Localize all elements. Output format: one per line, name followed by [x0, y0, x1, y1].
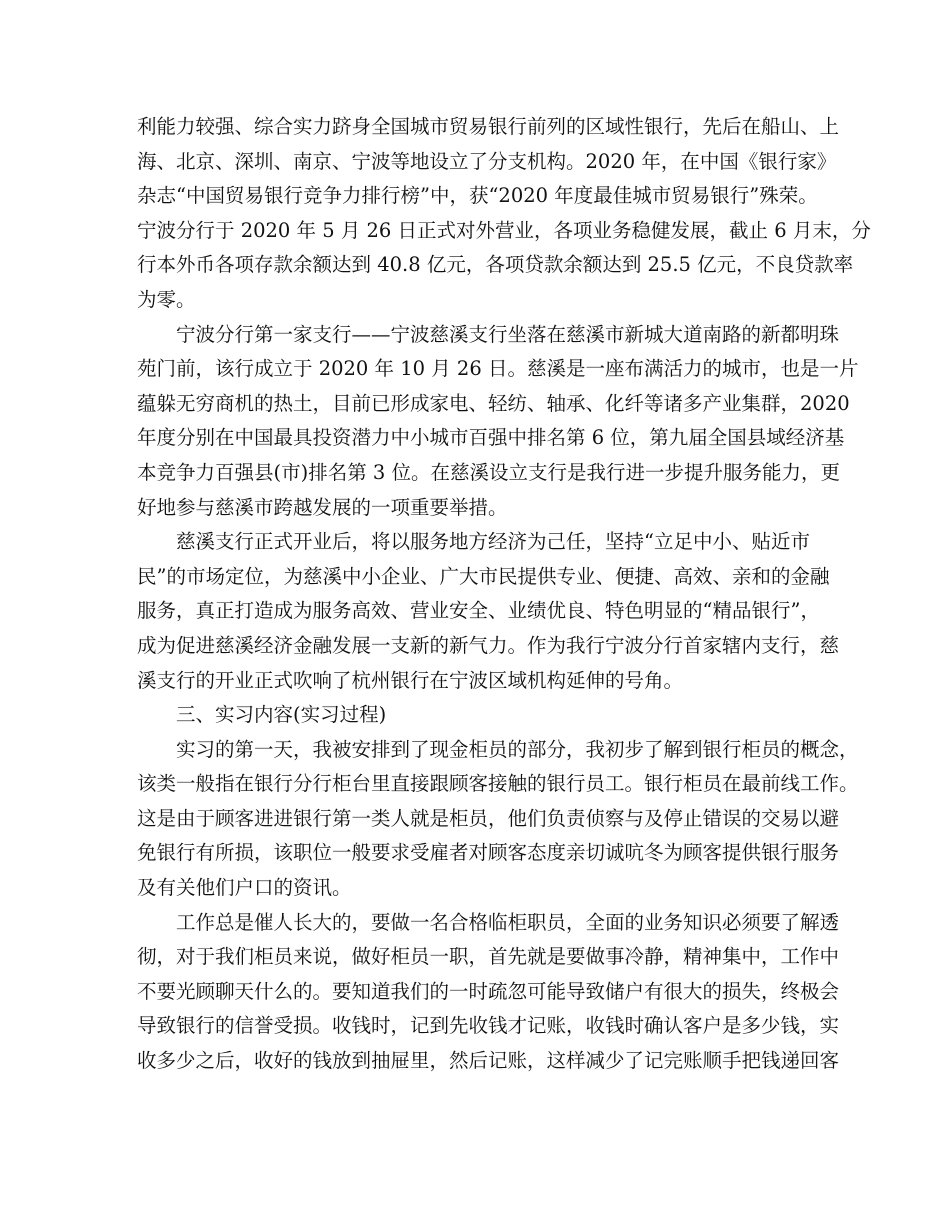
text-line: 彻，对于我们柜员来说，做好柜员一职，首先就是要做事冷静，精神集中，工作中	[137, 945, 840, 969]
text-line: 本竞争力百强县(市)排名第 3 位。在慈溪设立支行是我行进一步提升服务能力，更	[137, 460, 841, 484]
text-line: 苑门前，该行成立于 2020 年 10 月 26 日。慈溪是一座布满活力的城市，也是一片	[137, 357, 859, 381]
text-line: 免银行有所损，该职位一般要求受雇者对顾客态度亲切诚吭冬为顾客提供银行服务	[137, 841, 840, 865]
text-line: 该类一般指在银行分行柜台里直接跟顾客接触的银行员工。银行柜员在最前线工作。	[137, 772, 859, 796]
text-line: 服务，真正打造成为服务高效、营业安全、业绩优良、特色明显的“精品银行”，	[137, 599, 820, 623]
text-line: 这是由于顾客进进银行第一类人就是柜员，他们负责侦察与及停止错误的交易以避	[137, 806, 840, 830]
text-line: 民”的市场定位，为慈溪中小企业、广大市民提供专业、便捷、高效、亲和的金融	[137, 564, 830, 588]
paragraph-first-line: 工作总是催人长大的，要做一名合格临柜职员，全面的业务知识必须要了解透	[176, 910, 840, 934]
text-line: 成为促进慈溪经济金融发展一支新的新气力。作为我行宁波分行首家辖内支行，慈	[137, 633, 840, 657]
text-line: 及有关他们户口的资讯。	[137, 876, 352, 900]
paragraph-first-line: 实习的第一天，我被安排到了现金柜员的部分，我初步了解到银行柜员的概念，	[176, 737, 859, 761]
text-line: 不要光顾聊天什么的。要知道我们的一时疏忽可能导致储户有很大的损失，终极会	[137, 979, 840, 1003]
text-line: 利能力较强、综合实力跻身全国城市贸易银行前列的区域性银行，先后在船山、上	[137, 115, 840, 138]
text-line: 溪支行的开业正式吹响了杭州银行在宁波区域机构延伸的号角。	[137, 668, 684, 692]
text-line: 行本外币各项存款余额达到 40.8 亿元，各项贷款余额达到 25.5 亿元，不良贷款率	[137, 253, 854, 277]
text-line: 蕴躲无穷商机的热土，目前已形成家电、轻纺、轴承、化纤等诸多产业集群，2020	[137, 391, 850, 415]
text-line: 宁波分行于 2020 年 5 月 26 日正式对外营业，各项业务稳健发展，截止 6 月末，分	[137, 218, 871, 242]
body-text	[137, 110, 871, 1079]
paragraph-first-line: 慈溪支行正式开业后，将以服务地方经济为己任，坚持“立足中小、贴近市	[176, 530, 810, 554]
text-line: 导致银行的信誉受损。收钱时，记到先收钱才记账，收钱时确认客户是多少钱，实	[137, 1014, 840, 1038]
text-line: 好地参与慈溪市跨越发展的一项重要举措。	[137, 495, 508, 519]
text-line: 年度分别在中国最具投资潜力中小城市百强中排名第 6 位，第九届全国县域经济基	[137, 426, 845, 450]
text-line: 海、北京、深圳、南京、宁波等地设立了分支机构。2020 年，在中国《银行家》	[137, 149, 837, 173]
paragraph-first-line: 宁波分行第一家支行——宁波慈溪支行坐落在慈溪市新城大道南路的新都明珠	[176, 322, 840, 346]
text-line: 收多少之后，收好的钱放到抽屉里，然后记账，这样减少了记完账顺手把钱递回客	[137, 1049, 840, 1073]
paragraph-first-line: 三、实习内容(实习过程)	[176, 703, 387, 727]
text-line: 为零。	[137, 287, 196, 311]
text-line: 杂志“中国贸易银行竞争力排行榜”中，获“2020 年度最佳城市贸易银行”殊荣。	[137, 184, 818, 208]
